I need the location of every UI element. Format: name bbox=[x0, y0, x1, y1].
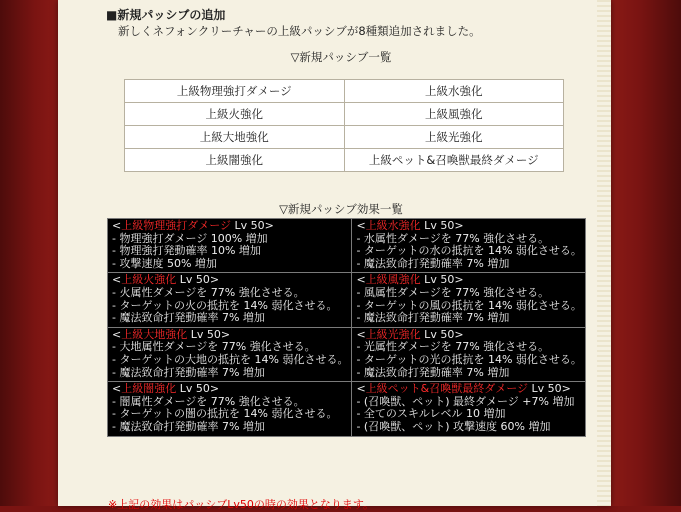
passive-effect-cell bbox=[108, 273, 352, 327]
passive-name: 上級風強化 bbox=[365, 273, 421, 287]
effect-line: - 火属性ダメージを 77% 強化させる。 bbox=[112, 285, 305, 299]
effect-line: - 魔法致命打発動確率 7% 増加 bbox=[112, 419, 265, 433]
passive-name: 上級闇強化 bbox=[121, 382, 177, 396]
section-heading: ■新規パッシブの追加 bbox=[106, 8, 226, 22]
passive-list-cell: 上級大地強化 bbox=[125, 126, 345, 149]
passive-name: 上級水強化 bbox=[365, 219, 421, 232]
article-content bbox=[106, 8, 582, 511]
effects-title-wrap bbox=[106, 201, 576, 217]
table-row bbox=[108, 327, 586, 381]
passive-effect-header: <上級大地強化 Lv 50> bbox=[112, 327, 231, 341]
effect-line: - ターゲットの水の抵抗を 14% 弱化させる。 bbox=[356, 244, 582, 258]
passive-list-title: ▽新規パッシブ一覧 bbox=[290, 50, 392, 64]
background-right-border bbox=[611, 0, 681, 506]
passive-list-cell: 上級闇強化 bbox=[125, 149, 345, 172]
passive-effect-cell bbox=[352, 219, 585, 273]
passive-effects-table bbox=[107, 218, 586, 437]
table-row bbox=[125, 103, 564, 126]
passive-level: Lv 50> bbox=[176, 382, 220, 396]
effect-line: - 物理強打ダメージ 100% 増加 bbox=[112, 231, 268, 245]
table-row bbox=[108, 273, 586, 327]
passive-effect-cell bbox=[352, 327, 585, 381]
passive-name: 上級火強化 bbox=[121, 273, 177, 287]
passive-name: 上級光強化 bbox=[365, 327, 421, 341]
passive-effect-header: <上級ペット&召喚獣最終ダメージ Lv 50> bbox=[356, 382, 571, 396]
passive-level: Lv 50> bbox=[420, 273, 464, 287]
intro-text: 新しくネフォンクリーチャーの上級パッシブが8種類追加されました。 bbox=[118, 24, 481, 38]
effect-line: - ターゲットの光の抵抗を 14% 弱化させる。 bbox=[356, 352, 582, 366]
effect-line: - 光属性ダメージを 77% 強化させる。 bbox=[356, 340, 550, 354]
passive-level: Lv 50> bbox=[187, 327, 231, 341]
passive-effect-header: <上級光強化 Lv 50> bbox=[356, 327, 464, 341]
effect-line: - ターゲットの火の抵抗を 14% 弱化させる。 bbox=[112, 298, 338, 312]
passive-list-cell: 上級光強化 bbox=[344, 126, 564, 149]
passive-name: 上級物理強打ダメージ bbox=[121, 219, 231, 232]
passive-name: 上級ペット&召喚獣最終ダメージ bbox=[365, 382, 529, 396]
table-row bbox=[125, 149, 564, 172]
effect-line: - 魔法致命打発動確率 7% 増加 bbox=[356, 256, 510, 270]
effect-line: - 魔法致命打発動確率 7% 増加 bbox=[356, 311, 510, 325]
footnote: ※上記の効果はパッシブLv50の時の効果となります。 bbox=[108, 498, 374, 511]
effect-line: - (召喚獣、ペット) 最終ダメージ +7% 増加 bbox=[356, 394, 575, 408]
passive-effect-header: <上級水強化 Lv 50> bbox=[356, 219, 464, 232]
passive-effects-title: ▽新規パッシブ効果一覧 bbox=[279, 202, 403, 216]
table-row bbox=[125, 126, 564, 149]
effect-line: - 魔法致命打発動確率 7% 増加 bbox=[112, 311, 265, 325]
effect-line: - ターゲットの闇の抵抗を 14% 弱化させる。 bbox=[112, 407, 338, 421]
passive-list-cell: 上級風強化 bbox=[344, 103, 564, 126]
passive-effect-cell bbox=[108, 327, 352, 381]
effect-line: - 大地属性ダメージを 77% 強化させる。 bbox=[112, 340, 316, 354]
passive-list-cell: 上級火強化 bbox=[125, 103, 345, 126]
page-paper bbox=[58, 0, 611, 511]
background-left-border bbox=[0, 0, 58, 506]
passive-list-cell: 上級物理強打ダメージ bbox=[125, 80, 345, 103]
effect-line: - 物理強打発動確率 10% 増加 bbox=[112, 244, 261, 258]
passive-effect-header: <上級火強化 Lv 50> bbox=[112, 273, 220, 287]
effect-line: - 魔法致命打発動確率 7% 増加 bbox=[112, 365, 265, 379]
passive-effect-cell bbox=[108, 219, 352, 273]
effect-line: - (召喚獣、ペット) 攻撃速度 60% 増加 bbox=[356, 419, 551, 433]
effect-line: - ターゲットの大地の抵抗を 14% 弱化させる。 bbox=[112, 352, 349, 366]
passive-effect-header: <上級風強化 Lv 50> bbox=[356, 273, 464, 287]
effect-line: - 攻撃速度 50% 増加 bbox=[112, 256, 217, 270]
passive-effect-cell bbox=[352, 382, 585, 436]
effect-line: - 水属性ダメージを 77% 強化させる。 bbox=[356, 231, 550, 245]
passive-level: Lv 50> bbox=[528, 382, 571, 396]
passive-effect-cell bbox=[352, 273, 585, 327]
passive-level: Lv 50> bbox=[176, 273, 220, 287]
passive-list-table bbox=[124, 79, 564, 172]
table-row bbox=[125, 80, 564, 103]
passive-level: Lv 50> bbox=[420, 327, 464, 341]
effect-line: - 闇属性ダメージを 77% 強化させる。 bbox=[112, 394, 305, 408]
passive-effect-header: <上級物理強打ダメージ Lv 50> bbox=[112, 219, 274, 232]
passive-name: 上級大地強化 bbox=[121, 327, 188, 341]
effect-line: - 風属性ダメージを 77% 強化させる。 bbox=[356, 285, 550, 299]
passive-list-cell: 上級水強化 bbox=[344, 80, 564, 103]
effect-line: - 全てのスキルレベル 10 増加 bbox=[356, 407, 506, 421]
table-row bbox=[108, 382, 586, 436]
passive-level: Lv 50> bbox=[231, 219, 274, 232]
effect-line: - ターゲットの風の抵抗を 14% 弱化させる。 bbox=[356, 298, 582, 312]
passive-list-cell: 上級ペット&召喚獣最終ダメージ bbox=[344, 149, 564, 172]
passive-level: Lv 50> bbox=[420, 219, 464, 232]
effect-line: - 魔法致命打発動確率 7% 増加 bbox=[356, 365, 510, 379]
passive-effect-header: <上級闇強化 Lv 50> bbox=[112, 382, 220, 396]
table-row bbox=[108, 219, 586, 273]
passive-effect-cell bbox=[108, 382, 352, 436]
